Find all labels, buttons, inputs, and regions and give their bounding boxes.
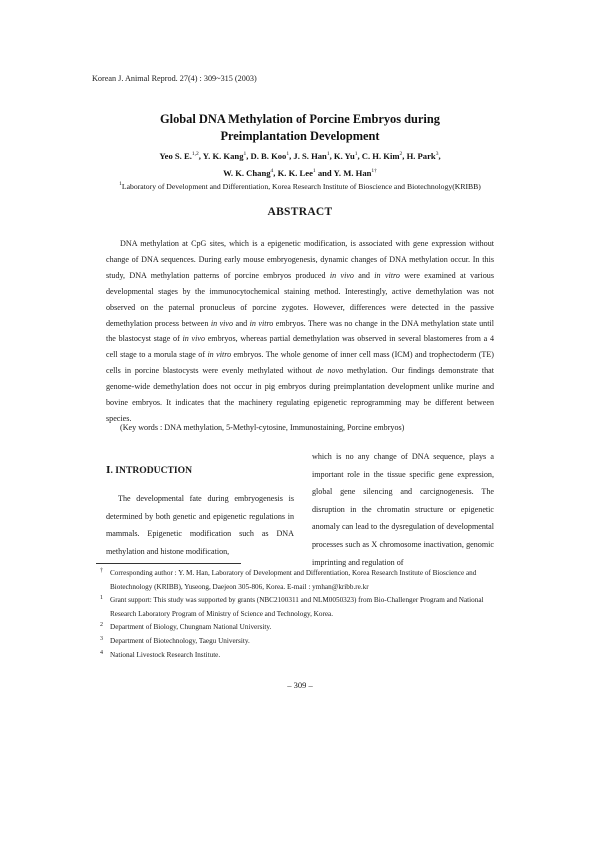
abstract-body [106,236,494,427]
affiliation [60,181,540,191]
abstract-italic-term: de novo [315,366,344,376]
abstract-text: and [233,318,250,328]
abstract-text: were examined at various developmental stages by the immunocytochemical staining method. Interestingly, active demethylation was not observed on the paternal pronucleus of porcine zygotes. However, differences were detected in the passive demethylation process between [106,270,494,328]
author-name: K. K. Lee [277,168,313,178]
journal-citation: Korean J. Animal Reprod. 27(4) : 309~315 (2003) [92,74,257,83]
author-name: D. B. Koo [250,151,287,161]
footnote-marker: 3 [100,635,103,642]
author-name: Y. K. Kang [202,151,244,161]
author-line-1: Yeo S. E.$^{1,2}$, Y. K. Kang$^1$, D. B. Koo$^1$, J. S. Han$^1$, K. Yu$^1$, C. H. Kim$^2$, H. Park$^3$, [159,151,441,161]
affiliation-text: Laboratory of Development and Differentiation, Korea Research Institute of Bioscience and Biotechnology(KRIBB) [121,182,481,191]
title-line-1: Global DNA Methylation of Porcine Embryos during [160,112,440,126]
author-affiliation-marker: 1 [326,151,330,157]
footnote [100,594,500,621]
author-affiliation-marker: 1† [371,168,377,174]
footnote-text: Department of Biotechnology, Taegu University. [110,636,250,645]
author-name: C. H. Kim [361,151,400,161]
abstract-italic-term: in vitro [207,350,232,360]
footnote-text: Corresponding author : Y. M. Han, Laboratory of Development and Differentiation, Korea Research Institute of Bioscience and Biotechnology (KRIBB), Yuseong, Daejeon 305-806, Korea. E-mail : ymhan@kribb.re.kr [110,569,477,591]
author-affiliation-marker: 1 [286,151,290,157]
abstract-italic-term: in vivo [210,318,234,328]
author-name: Yeo S. E. [159,151,192,161]
footnote-text: Grant support: This study was supported by grants (NBC2100311 and NLM0050323) from Bio-Challenger Program and National Research Laboratory Program of Ministry of Science and Technology, Korea. [110,596,484,618]
author-name: Y. M. Han [333,168,372,178]
introduction-right-column: which is no any change of DNA sequence, plays a important role in the tissue specific gene expression, global gene silencing and carcignogenesis. The disruption in the chromatin structure or epigenetic anomaly can lead to the dysregulation of developmental processes such as X chromosome inactivation, genomic imprinting and regulation of [312,452,494,567]
keywords: (Key words : DNA methylation, 5-Methyl-cytosine, Immunostaining, Porcine embryos) [120,423,405,432]
author-affiliation-marker: 1 [312,168,316,174]
footnotes [100,567,500,662]
author-line-2: W. K. Chang$^4$, K. K. Lee$^1$ and Y. M. Han$^{1\dagger}$ [223,168,377,178]
abstract-italic-term: in vivo [329,270,354,280]
introduction-heading: Ⅰ. INTRODUCTION [106,465,193,476]
author-list [60,147,540,181]
author-name: W. K. Chang [223,168,271,178]
footnote [100,635,500,649]
title-line-2: Preimplantation Development [220,129,380,143]
abstract-text: and [353,270,375,280]
author-name: K. Yu [333,151,355,161]
author-affiliation-marker: 4 [270,168,274,174]
abstract-text: embryos. There was no change in the DNA methylation state until the blastocyst stage of [106,318,494,344]
abstract-text: methylation. Our findings demonstrate that genome-wide demethylation does not occur in pig embryos during preimplantation development unlike murine and bovine embryos. It indicates that the machinery regulating epigenetic reprogramming may be different between species. [106,366,494,423]
author-name: J. S. Han [293,151,327,161]
abstract-italic-term: in vitro [374,270,400,280]
footnote-marker: 2 [100,622,103,629]
author-affiliation-marker: 2 [399,151,403,157]
footnote-text: National Livestock Research Institute. [110,650,221,659]
paper-title [60,111,540,145]
abstract-heading: ABSTRACT [267,206,333,218]
author-name: H. Park [406,151,436,161]
footnote [100,621,500,635]
footnote-divider [96,563,241,564]
abstract-text: embryos, whereas partial demethylation was observed in several blastomeres from a 4 cell stage to a morula stage of [106,334,494,360]
affiliation-marker: 1 [119,181,122,187]
author-affiliation-marker: 1,2 [191,151,199,157]
footnote [100,567,500,594]
author-affiliation-marker: 1 [354,151,358,157]
author-affiliation-marker: 3 [435,151,439,157]
page-number: – 309 – [287,680,313,690]
footnote-marker: 1 [100,595,103,602]
footnote [100,649,500,663]
introduction-left-column: The developmental fate during embryogenesis is determined by both genetic and epigenetic regulations in mammals. Epigenetic modification such as DNA methylation and histone modification, [106,494,294,556]
author-affiliation-marker: 1 [243,151,247,157]
footnote-marker: 4 [100,649,103,656]
abstract-text: embryos. The whole genome of inner cell mass (ICM) and trophectoderm (TE) cells in porcine blastocysts were evenly methylated without [106,350,494,376]
abstract-text: DNA methylation at CpG sites, which is a epigenetic modification, is associated with gene expression without change of DNA sequences. During early mouse embryogenesis, dynamic changes of DNA methylation occur. In this study, DNA methylation patterns of porcine embryos produced [106,239,494,280]
footnote-marker: † [100,568,103,574]
footnote-text: Department of Biology, Chungnam National University. [110,623,272,632]
abstract-italic-term: in vivo [182,334,205,344]
abstract-italic-term: in vitro [249,318,274,328]
